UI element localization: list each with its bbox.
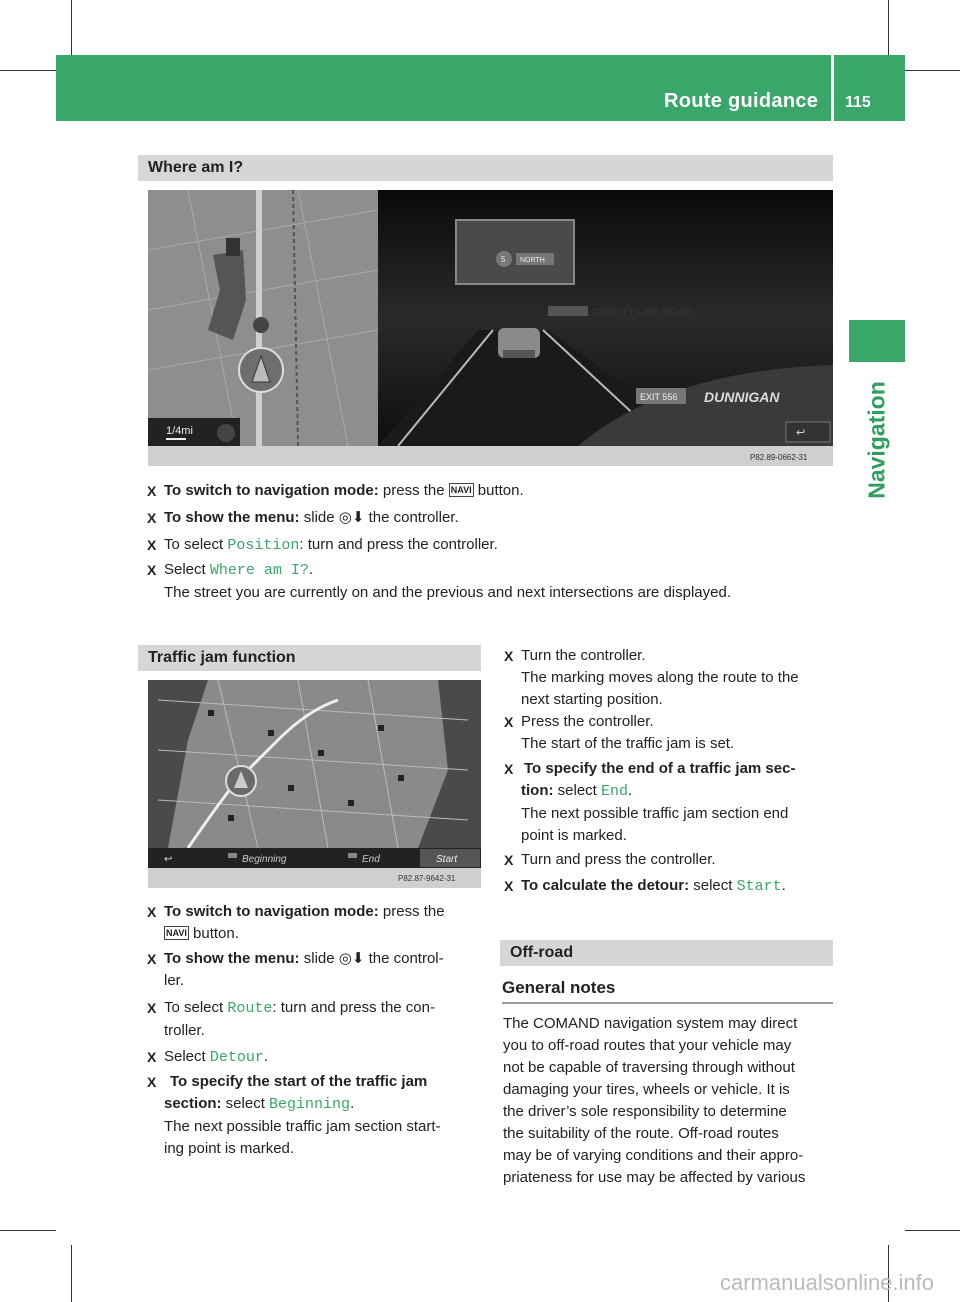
step-text: . bbox=[781, 877, 786, 894]
step-description: point is marked. bbox=[521, 827, 627, 844]
section-heading-off-road: Off-road bbox=[500, 940, 833, 966]
header-title: Route guidance bbox=[664, 90, 819, 112]
side-label: Navigation bbox=[863, 381, 890, 499]
step-text: the controller. bbox=[364, 509, 459, 526]
section-heading-traffic-jam: Traffic jam function bbox=[138, 645, 481, 671]
step-marker: X bbox=[147, 510, 157, 526]
step-bold: To calculate the detour: bbox=[521, 877, 690, 894]
menu-item-where-am-i: Where am I? bbox=[209, 562, 309, 579]
step-text: To select bbox=[164, 536, 228, 553]
menu-item-route: Route bbox=[227, 1000, 273, 1017]
back-icon: ↩ bbox=[164, 854, 173, 865]
step-marker: X bbox=[504, 878, 514, 894]
city-label: DUNNIGAN bbox=[704, 389, 780, 405]
crop-mark bbox=[0, 70, 56, 71]
divider bbox=[502, 1002, 833, 1004]
general-notes-paragraph bbox=[503, 1013, 833, 1189]
step-text: . bbox=[263, 1048, 269, 1065]
step-text: Turn and press the controller. bbox=[521, 851, 716, 868]
paragraph-line: not be capable of traversing through without bbox=[503, 1059, 795, 1076]
crop-mark bbox=[905, 70, 960, 71]
traffic-step-select-detour bbox=[147, 1046, 482, 1069]
menu-item-detour: Detour bbox=[209, 1049, 264, 1066]
traffic-step-start bbox=[147, 1071, 482, 1160]
step-marker: X bbox=[147, 1074, 157, 1090]
step-bold: To show the menu: bbox=[164, 950, 300, 967]
traffic-map-illustration bbox=[148, 680, 481, 888]
step-marker: X bbox=[147, 483, 157, 499]
btn-end: End bbox=[362, 854, 380, 865]
traffic-step-show-menu bbox=[147, 948, 482, 992]
paragraph-line: the driver’s sole responsibility to determine bbox=[503, 1103, 787, 1120]
traffic-step-press bbox=[504, 711, 836, 755]
step-text: press the bbox=[378, 482, 449, 499]
traffic-step-turn bbox=[504, 645, 836, 711]
step-text: press the bbox=[378, 903, 445, 920]
step-marker: X bbox=[504, 648, 514, 664]
step-text: the control- bbox=[364, 950, 444, 967]
controller-slide-icon: ◎⬇ bbox=[338, 950, 365, 967]
road-name: COUNTY LINE ROAD bbox=[592, 307, 692, 318]
watermark: carmanualsonline.info bbox=[720, 1270, 935, 1295]
step-text: slide bbox=[299, 950, 339, 967]
navi-button-icon: NAVI bbox=[450, 485, 472, 495]
step-text: To select bbox=[164, 999, 228, 1016]
step-marker: X bbox=[147, 1049, 157, 1065]
navi-button-icon: NAVI bbox=[166, 928, 187, 938]
step-text: button. bbox=[473, 482, 524, 499]
header-divider bbox=[831, 55, 834, 121]
section-heading-where-am-i: Where am I? bbox=[138, 155, 833, 181]
step-marker: X bbox=[504, 714, 514, 730]
sign-route: 5 bbox=[501, 255, 506, 264]
paragraph-line: you to off-road routes that your vehicle may bbox=[503, 1037, 792, 1054]
step-marker: X bbox=[147, 562, 157, 578]
step-text: Press the controller. bbox=[521, 713, 654, 730]
step-marker: X bbox=[504, 852, 514, 868]
menu-item-position: Position bbox=[227, 537, 300, 554]
back-icon: ↩ bbox=[796, 426, 806, 439]
step-text: ler. bbox=[164, 972, 185, 989]
step-bold: To specify the end of a traffic jam sec- bbox=[524, 760, 796, 777]
step-text: . bbox=[350, 1095, 355, 1112]
step-marker: X bbox=[147, 904, 157, 920]
image-code: P82.87-9642-31 bbox=[398, 874, 456, 883]
step-text: Select bbox=[164, 561, 210, 578]
sign-direction: NORTH bbox=[520, 257, 545, 264]
paragraph-line: damaging your tires, wheels or vehicle. It is bbox=[503, 1081, 790, 1098]
traffic-step-select-route bbox=[147, 997, 482, 1042]
crop-mark bbox=[888, 0, 889, 55]
step-text: select bbox=[221, 1095, 270, 1112]
step-select-where-am-i bbox=[147, 559, 824, 604]
btn-beginning: Beginning bbox=[242, 854, 287, 865]
step-description: The next possible traffic jam section end bbox=[521, 805, 789, 822]
step-bold: To specify the start of the traffic jam bbox=[170, 1073, 428, 1090]
menu-item-start: Start bbox=[736, 878, 782, 895]
step-bold: tion: bbox=[521, 782, 554, 799]
step-description: The marking moves along the route to the bbox=[521, 669, 799, 686]
step-text: Select bbox=[164, 1048, 210, 1065]
screenshot-where-am-i bbox=[148, 190, 833, 466]
paragraph-line: the suitability of the route. Off-road routes bbox=[503, 1125, 779, 1142]
controller-slide-icon: ◎⬇ bbox=[338, 509, 365, 526]
step-text: : turn and press the con- bbox=[272, 999, 435, 1016]
step-marker: X bbox=[147, 1000, 157, 1016]
step-bold: To switch to navigation mode: bbox=[164, 903, 379, 920]
scale-label: 1/4mi bbox=[166, 425, 193, 437]
step-description: The next possible traffic jam section start- bbox=[164, 1118, 441, 1135]
screenshot-traffic-jam bbox=[148, 680, 481, 888]
step-text: . bbox=[628, 782, 633, 799]
traffic-step-end bbox=[504, 758, 836, 847]
step-marker: X bbox=[147, 951, 157, 967]
step-description: The street you are currently on and the previous and next intersections are displayed. bbox=[164, 584, 731, 601]
step-bold: section: bbox=[164, 1095, 222, 1112]
crop-mark bbox=[71, 0, 72, 55]
btn-start: Start bbox=[436, 854, 458, 865]
menu-item-beginning: Beginning bbox=[269, 1096, 351, 1113]
step-text: troller. bbox=[164, 1022, 205, 1039]
step-bold: To switch to navigation mode: bbox=[164, 482, 379, 499]
page-number: 115 bbox=[845, 94, 871, 111]
step-text: : turn and press the controller. bbox=[299, 536, 498, 553]
traffic-step-turn-press bbox=[504, 849, 836, 871]
crop-mark bbox=[71, 1245, 72, 1302]
paragraph-line: priateness for use may be affected by various bbox=[503, 1169, 806, 1186]
exit-label: EXIT 556 bbox=[640, 392, 678, 402]
step-bold: To show the menu: bbox=[164, 509, 300, 526]
step-select-position bbox=[147, 534, 824, 557]
crop-mark bbox=[905, 1230, 960, 1231]
step-text: select bbox=[553, 782, 602, 799]
step-text: select bbox=[689, 877, 737, 894]
step-marker: X bbox=[504, 761, 514, 777]
step-text: Turn the controller. bbox=[521, 647, 646, 664]
step-marker: X bbox=[147, 537, 157, 553]
image-code: P82.89-0662-31 bbox=[750, 453, 808, 462]
step-show-menu bbox=[147, 507, 824, 529]
subheading-general-notes: General notes bbox=[502, 978, 616, 997]
traffic-step-switch-nav bbox=[147, 901, 482, 945]
step-text: slide bbox=[299, 509, 339, 526]
navigation-display-illustration bbox=[148, 190, 833, 466]
step-switch-nav bbox=[147, 480, 824, 502]
menu-item-end: End bbox=[601, 783, 629, 800]
crop-mark bbox=[0, 1230, 56, 1231]
step-description: The start of the traffic jam is set. bbox=[521, 735, 735, 752]
paragraph-line: The COMAND navigation system may direct bbox=[503, 1015, 798, 1032]
step-text: button. bbox=[188, 925, 239, 942]
step-text: . bbox=[308, 561, 314, 578]
step-description: ing point is marked. bbox=[164, 1140, 295, 1157]
step-description: next starting position. bbox=[521, 691, 663, 708]
paragraph-line: may be of varying conditions and their appro- bbox=[503, 1147, 804, 1164]
side-tab bbox=[849, 320, 905, 362]
traffic-step-calculate bbox=[504, 875, 836, 898]
